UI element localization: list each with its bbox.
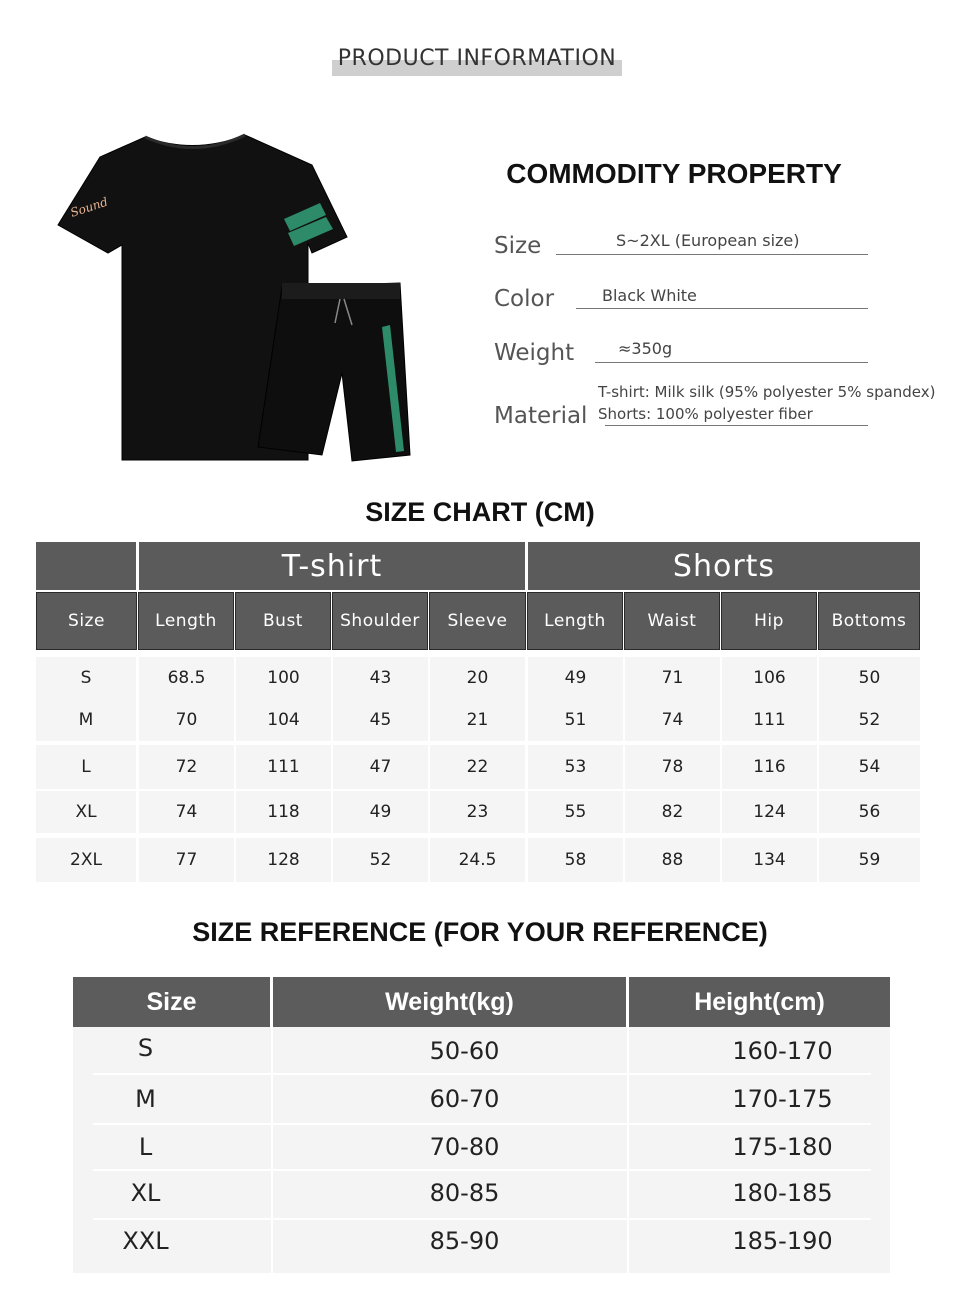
cell-bottoms: 59 (819, 838, 920, 882)
cell-tshirt-length: 77 (139, 838, 234, 882)
color-label: Color (494, 286, 555, 312)
cell-shoulder: 52 (333, 838, 428, 882)
ref-cell-height: 170-175 (732, 1085, 833, 1113)
size-chart-row (36, 745, 920, 789)
cell-bust: 100 (236, 657, 331, 699)
cell-waist: 71 (625, 657, 720, 699)
ref-header-size: Size (73, 977, 270, 1027)
col-header-size: Size (36, 592, 137, 650)
material-tshirt-value: T-shirt: Milk silk (95% polyester 5% spandex) (598, 383, 936, 401)
cell-sleeve: 22 (430, 745, 525, 789)
size-label: Size (494, 233, 542, 259)
col-header-sleeve: Sleeve (429, 592, 526, 650)
cell-tshirt-length: 74 (139, 791, 234, 833)
cell-waist: 74 (625, 699, 720, 741)
size-chart-corner (36, 542, 136, 590)
cell-bottoms: 54 (819, 745, 920, 789)
cell-shoulder: 47 (333, 745, 428, 789)
cell-bottoms: 52 (819, 699, 920, 741)
ref-cell-weight: 80-85 (429, 1179, 500, 1207)
size-chart-title: SIZE CHART (CM) (365, 497, 595, 527)
size-chart-row (36, 838, 920, 882)
size-reference-title: SIZE REFERENCE (FOR YOUR REFERENCE) (192, 917, 768, 947)
cell-waist: 82 (625, 791, 720, 833)
cell-size: XL (36, 791, 136, 833)
size-underline (556, 254, 868, 255)
cell-waist: 78 (625, 745, 720, 789)
shorts-illustration (258, 283, 410, 461)
cell-shorts-length: 51 (528, 699, 623, 741)
ref-cell-height: 160-170 (732, 1037, 833, 1065)
product-image (50, 125, 420, 470)
color-value: Black White (602, 286, 697, 305)
cell-size: 2XL (36, 838, 136, 882)
cell-sleeve: 21 (430, 699, 525, 741)
material-underline (605, 425, 868, 426)
cell-tshirt-length: 70 (139, 699, 234, 741)
col-header-bust: Bust (235, 592, 331, 650)
cell-bottoms: 50 (819, 657, 920, 699)
svg-text:Sound: Sound (68, 194, 110, 220)
ref-cell-size: XL (130, 1179, 161, 1207)
size-chart-row (36, 657, 920, 699)
cell-shorts-length: 49 (528, 657, 623, 699)
ref-cell-weight: 70-80 (429, 1133, 500, 1161)
col-header-tshirt-length: Length (138, 592, 234, 650)
cell-shorts-length: 55 (528, 791, 623, 833)
product-information-header (332, 44, 622, 78)
tshirt-group-header: T-shirt (139, 542, 525, 590)
ref-cell-height: 185-190 (732, 1227, 833, 1255)
cell-hip: 124 (722, 791, 817, 833)
cell-shoulder: 49 (333, 791, 428, 833)
cell-bust: 128 (236, 838, 331, 882)
cell-sleeve: 24.5 (430, 838, 525, 882)
cell-shoulder: 43 (333, 657, 428, 699)
header-title: PRODUCT INFORMATION (337, 46, 617, 71)
col-header-waist: Waist (624, 592, 720, 650)
ref-cell-height: 180-185 (732, 1179, 833, 1207)
size-value: S~2XL (European size) (616, 231, 800, 250)
color-underline (576, 308, 868, 309)
weight-value: ≈350g (618, 339, 673, 358)
ref-cell-weight: 60-70 (429, 1085, 500, 1113)
cell-sleeve: 20 (430, 657, 525, 699)
material-shorts-value: Shorts: 100% polyester fiber (598, 405, 813, 423)
ref-header-weight: Weight(kg) (273, 977, 626, 1027)
cell-hip: 111 (722, 699, 817, 741)
ref-cell-weight: 50-60 (429, 1037, 500, 1065)
cell-bust: 118 (236, 791, 331, 833)
col-header-bottoms: Bottoms (818, 592, 920, 650)
cell-shoulder: 45 (333, 699, 428, 741)
cell-hip: 134 (722, 838, 817, 882)
cell-hip: 106 (722, 657, 817, 699)
ref-cell-size: M (135, 1085, 156, 1113)
col-header-shoulder: Shoulder (332, 592, 428, 650)
cell-sleeve: 23 (430, 791, 525, 833)
commodity-property-title: COMMODITY PROPERTY (506, 158, 842, 189)
cell-hip: 116 (722, 745, 817, 789)
cell-tshirt-length: 68.5 (139, 657, 234, 699)
weight-underline (595, 362, 868, 363)
cell-size: L (36, 745, 136, 789)
ref-cell-height: 175-180 (732, 1133, 833, 1161)
material-label: Material (494, 403, 588, 429)
size-reference-table (73, 977, 890, 1273)
cell-waist: 88 (625, 838, 720, 882)
shorts-group-header: Shorts (528, 542, 920, 590)
col-header-shorts-length: Length (527, 592, 623, 650)
ref-cell-size: L (138, 1133, 153, 1161)
cell-bust: 111 (236, 745, 331, 789)
cell-shorts-length: 58 (528, 838, 623, 882)
ref-header-height: Height(cm) (629, 977, 890, 1027)
cell-bottoms: 56 (819, 791, 920, 833)
cell-size: M (36, 699, 136, 741)
weight-label: Weight (494, 340, 575, 366)
cell-shorts-length: 53 (528, 745, 623, 789)
cell-bust: 104 (236, 699, 331, 741)
ref-cell-size: XXL (122, 1227, 169, 1255)
size-chart-table (36, 542, 920, 882)
size-reference-body (73, 1027, 890, 1273)
ref-cell-weight: 85-90 (429, 1227, 500, 1255)
cell-tshirt-length: 72 (139, 745, 234, 789)
size-chart-row (36, 699, 920, 741)
size-chart-row (36, 791, 920, 833)
cell-size: S (36, 657, 136, 699)
col-header-hip: Hip (721, 592, 817, 650)
ref-cell-size: S (137, 1034, 154, 1062)
